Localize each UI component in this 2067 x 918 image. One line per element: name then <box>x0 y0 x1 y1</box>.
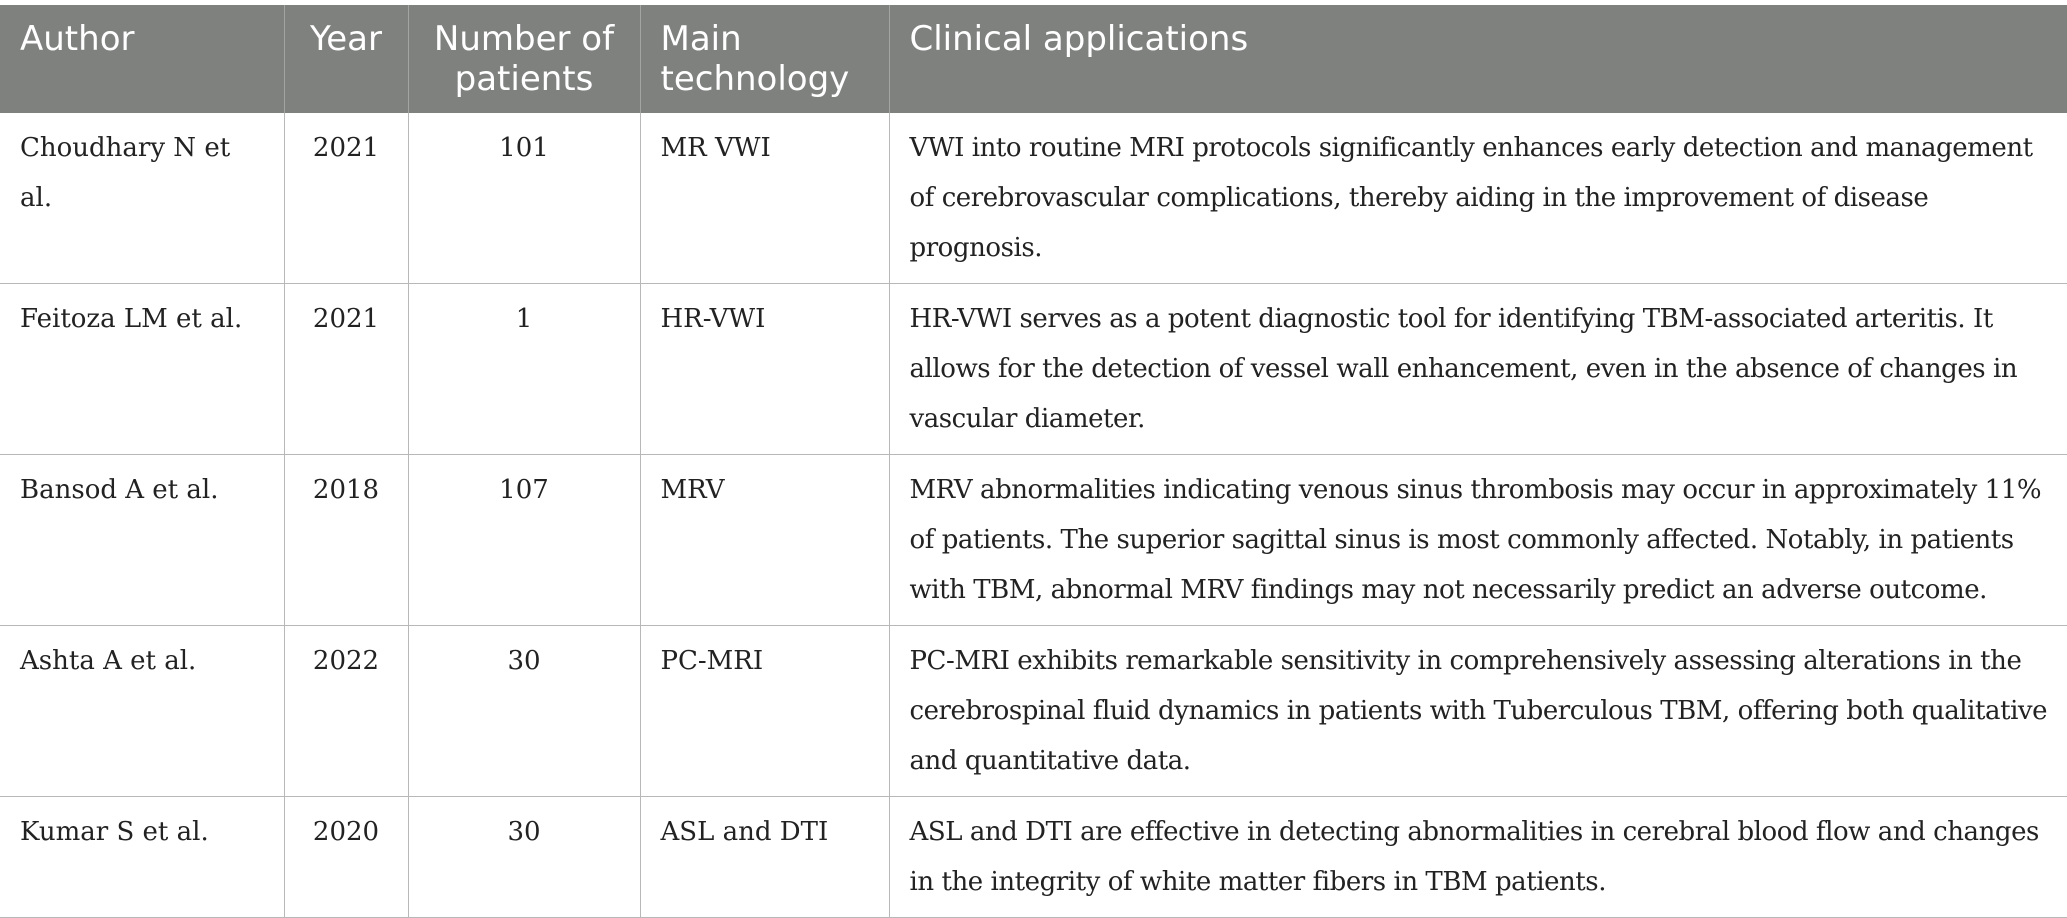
cell-year: 2021 <box>284 113 408 284</box>
cell-author: Feitoza LM et al. <box>0 284 284 455</box>
table-header <box>0 5 2067 113</box>
table-row <box>0 797 2067 918</box>
cell-applications: PC-MRI exhibits remarkable sensitivity in comprehensively assessing alterations in the cerebrospinal fluid dynamics in patients with Tuberculous TBM, offering both qualitative and quantitative data. <box>889 626 2067 797</box>
cell-applications: ASL and DTI are effective in detecting abnormalities in cerebral blood flow and changes in the integrity of white matter fibers in TBM patients. <box>889 797 2067 918</box>
table-body <box>0 113 2067 918</box>
literature-table <box>0 5 2067 918</box>
cell-applications: VWI into routine MRI protocols significantly enhances early detection and management of cerebrovascular complications, thereby aiding in the improvement of disease prognosis. <box>889 113 2067 284</box>
cell-technology: MR VWI <box>640 113 889 284</box>
table-row <box>0 455 2067 626</box>
cell-patients: 107 <box>408 455 640 626</box>
header-author: Author <box>20 19 135 59</box>
cell-patients: 30 <box>408 797 640 918</box>
header-number-of-patients: Number of patients <box>408 5 640 113</box>
cell-patients: 30 <box>408 626 640 797</box>
cell-technology: ASL and DTI <box>640 797 889 918</box>
cell-patients: 101 <box>408 113 640 284</box>
table-row <box>0 113 2067 284</box>
cell-author: Choudhary N et al. <box>0 113 284 284</box>
table-row <box>0 284 2067 455</box>
cell-technology: HR-VWI <box>640 284 889 455</box>
cell-applications: MRV abnormalities indicating venous sinus thrombosis may occur in approximately 11% of patients. The superior sagittal sinus is most commonly affected. Notably, in patients with TBM, abnormal MRV findings may not necessarily predict an adverse outcome. <box>889 455 2067 626</box>
cell-technology: PC-MRI <box>640 626 889 797</box>
cell-patients: 1 <box>408 284 640 455</box>
table-row <box>0 626 2067 797</box>
header-row <box>0 5 2067 113</box>
cell-author: Bansod A et al. <box>0 455 284 626</box>
cell-technology: MRV <box>640 455 889 626</box>
cell-year: 2018 <box>284 455 408 626</box>
header-clinical-applications: Clinical applications <box>889 5 2067 113</box>
cell-year: 2020 <box>284 797 408 918</box>
cell-author: Ashta A et al. <box>0 626 284 797</box>
header-main-technology: Main technology <box>640 5 889 113</box>
cell-applications: HR-VWI serves as a potent diagnostic tool for identifying TBM-associated arteritis. It allows for the detection of vessel wall enhancement, even in the absence of changes in vascular diameter. <box>889 284 2067 455</box>
cell-author: Kumar S et al. <box>0 797 284 918</box>
cell-year: 2022 <box>284 626 408 797</box>
cell-year: 2021 <box>284 284 408 455</box>
header-year: Year <box>284 5 408 113</box>
